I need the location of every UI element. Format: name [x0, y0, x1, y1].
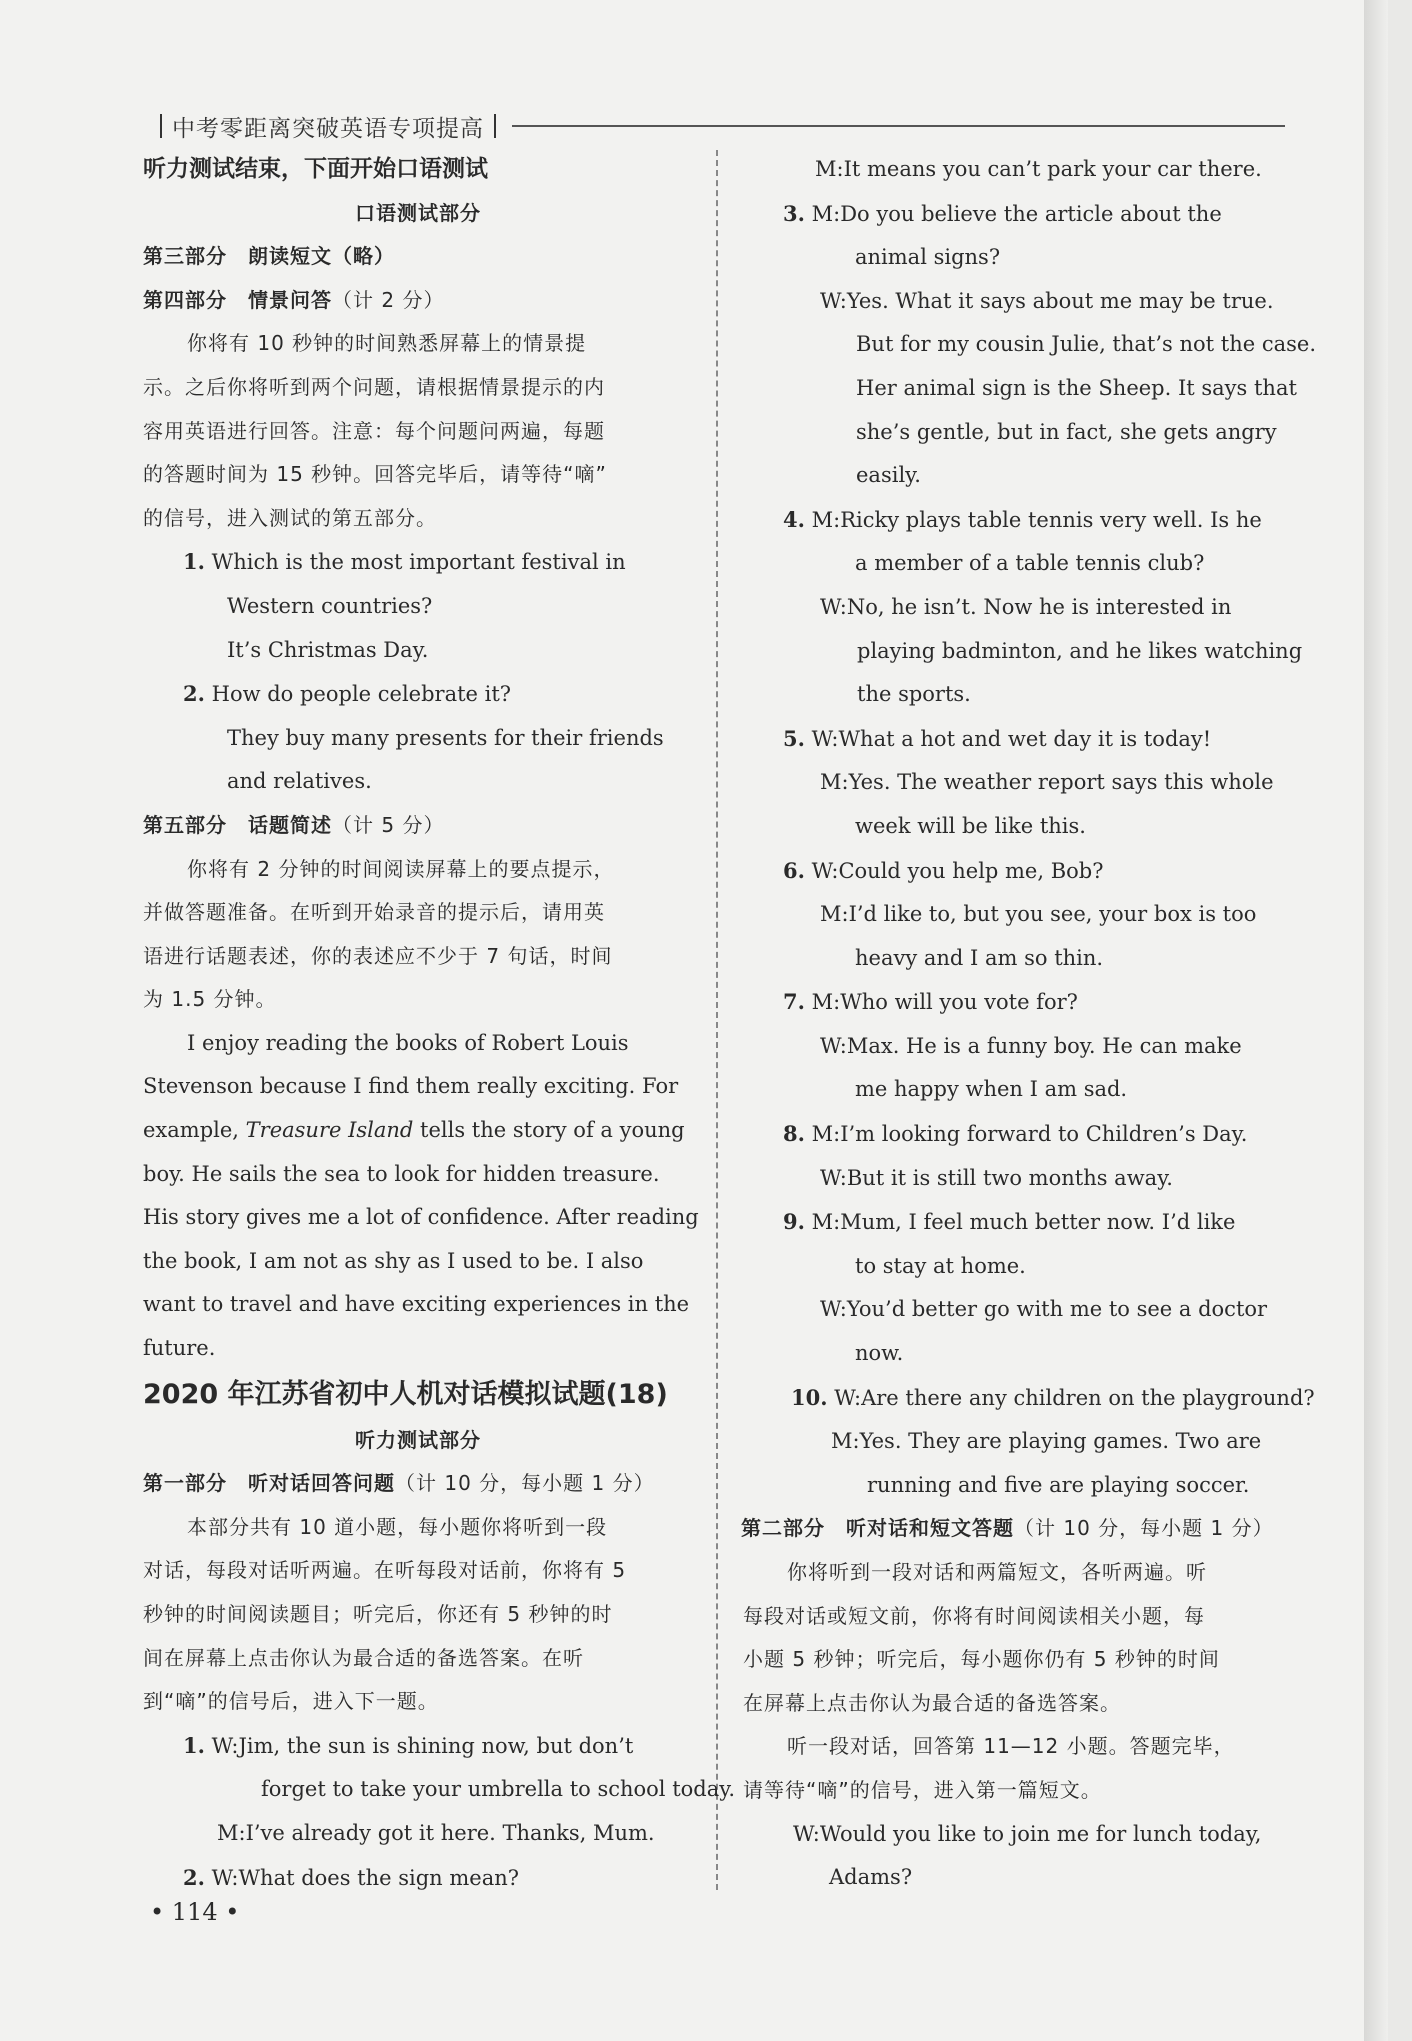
page-number: • 114 • — [150, 1898, 240, 1926]
part1-para-line: 秒钟的时间阅读题目；听完后，你还有 5 秒钟的时 — [143, 1602, 613, 1626]
dialog1-text: W:Jim, the sun is shining now, but don’t — [211, 1733, 634, 1758]
dialog7-line: W:Max. He is a funny boy. He can make — [820, 1033, 1242, 1058]
part1-title: 第一部分 听对话回答问题 — [143, 1471, 395, 1496]
dialog3-line: animal signs? — [855, 245, 1001, 270]
q2-answer: They buy many presents for their friends — [227, 725, 664, 750]
running-header — [150, 108, 1285, 144]
dialog3-line: But for my cousin Julie, that’s not the case. — [856, 332, 1316, 357]
dialog4-text: M:Ricky plays table tennis very well. Is he — [811, 507, 1262, 532]
book-title: Treasure Island — [245, 1118, 414, 1143]
dialog9-line: now. — [855, 1341, 904, 1366]
part5-para-line: 为 1.5 分钟。 — [143, 987, 277, 1012]
q2-line — [143, 672, 693, 717]
part5-para-line: 语进行话题表述，你的表述应不少于 7 句话，时间 — [143, 943, 613, 968]
q2-answer: and relatives. — [227, 769, 372, 794]
part4-para-line: 容用英语进行回答。注意：每个问题问两遍，每题 — [143, 418, 605, 443]
dialog3-line — [743, 192, 1291, 237]
dialog3-number: 3. — [783, 200, 805, 226]
part4-para-line: 示。之后你将听到两个问题，请根据情景提示的内 — [143, 374, 605, 399]
dialog1-number: 1. — [183, 1732, 205, 1758]
part5-score: （计 5 分） — [332, 812, 445, 837]
dialog7-line: me happy when I am sad. — [855, 1077, 1128, 1102]
dialog5-number: 5. — [783, 725, 805, 751]
q1-answer: It’s Christmas Day. — [227, 637, 429, 662]
q2-text: How do people celebrate it? — [211, 682, 512, 707]
dialog8-number: 8. — [783, 1121, 805, 1147]
essay-line: His story gives me a lot of confidence. After reading — [143, 1205, 699, 1230]
essay-text: example, — [143, 1118, 246, 1143]
dialog4-line: the sports. — [857, 682, 971, 707]
part2-para-line: 小题 5 秒钟；听完后，每小题你仍有 5 秒钟的时间 — [743, 1647, 1220, 1672]
dialog11-line: W:Would you like to join me for lunch today, — [793, 1821, 1262, 1846]
part2-title: 第二部分 听对话和短文答题 — [741, 1516, 1014, 1541]
part1-para-line: 间在屏幕上点击你认为最合适的备选答案。在听 — [143, 1645, 584, 1670]
part4-title: 第四部分 情景问答 — [143, 287, 332, 312]
q1-number: 1. — [183, 549, 205, 575]
dialog5-line — [743, 717, 1291, 762]
dialog3-text: M:Do you believe the article about the — [811, 201, 1222, 226]
dialog10-line — [743, 1376, 1315, 1421]
dialog4-line: W:No, he isn’t. Now he is interested in — [820, 594, 1232, 619]
dialog9-number: 9. — [783, 1209, 805, 1235]
q1-line — [143, 540, 693, 585]
essay-line: boy. He sails the sea to look for hidden treasure. — [143, 1161, 660, 1186]
dialog4-number: 4. — [783, 506, 805, 532]
dialog11-line: Adams? — [829, 1865, 913, 1890]
dialog2-number: 2. — [183, 1864, 205, 1890]
dialog4-line: playing badminton, and he likes watching — [857, 638, 1303, 663]
heading-end-listening: 听力测试结束，下面开始口语测试 — [143, 156, 488, 182]
dialog5-line: M:Yes. The weather report says this whole — [820, 770, 1274, 795]
dialog5-line: week will be like this. — [855, 813, 1086, 838]
part1-para-line: 对话，每段对话听两遍。在听每段对话前，你将有 5 — [143, 1558, 627, 1583]
dialog3-line: Her animal sign is the Sheep. It says that — [856, 375, 1297, 400]
dialog9-line: W:You’d better go with me to see a doctor — [820, 1297, 1268, 1322]
dialog7-number: 7. — [783, 989, 805, 1015]
dialog4-line — [743, 498, 1291, 543]
part4-score: （计 2 分） — [332, 287, 445, 312]
part5-title: 第五部分 话题简述 — [143, 812, 332, 837]
dialog6-line — [743, 849, 1291, 894]
dialog1-line: forget to take your umbrella to school today. — [261, 1777, 735, 1802]
dialog9-text: M:Mum, I feel much better now. I’d like — [811, 1210, 1236, 1235]
dialog1-line — [143, 1724, 693, 1769]
part2-para-line: 每段对话或短文前，你将有时间阅读相关小题，每 — [743, 1603, 1205, 1628]
dialog10-line: M:Yes. They are playing games. Two are — [831, 1429, 1262, 1454]
dialog7-text: M:Who will you vote for? — [811, 990, 1078, 1015]
dialog5-text: W:What a hot and wet day it is today! — [811, 726, 1212, 751]
dialog4-line: a member of a table tennis club? — [855, 551, 1205, 576]
essay-line: the book, I am not as shy as I used to be. I also — [143, 1248, 644, 1273]
part4-para-line: 你将有 10 秒钟的时间熟悉屏幕上的情景提 — [187, 331, 587, 356]
dialog7-line — [743, 980, 1291, 1025]
part4-heading — [143, 279, 693, 323]
header-bar-right — [494, 114, 496, 138]
header-rule — [512, 125, 1285, 127]
part3-title: 第三部分 朗读短文（略） — [143, 244, 395, 269]
part1-para-line: 到“嘀”的信号后，进入下一题。 — [143, 1689, 439, 1714]
dialog8-text: M:I’m looking forward to Children’s Day. — [811, 1122, 1248, 1147]
dialog10-text: W:Are there any children on the playground? — [834, 1385, 1315, 1410]
dialog8-line — [743, 1112, 1291, 1157]
part1-para-line: 本部分共有 10 道小题，每小题你将听到一段 — [187, 1514, 608, 1539]
dialog10-number: 10. — [791, 1384, 828, 1410]
header-title: 中考零距离突破英语专项提高 — [172, 115, 484, 142]
header-bar-left — [160, 114, 162, 138]
dialog3-line: easily. — [856, 463, 921, 488]
column-divider — [716, 150, 718, 1890]
dialog6-line: M:I’d like to, but you see, your box is too — [820, 902, 1257, 927]
dialog6-number: 6. — [783, 857, 805, 883]
dialog3-line: she’s gentle, but in fact, she gets angry — [856, 419, 1277, 444]
dialog8-line: W:But it is still two months away. — [820, 1165, 1173, 1190]
exam-title: 2020 年江苏省初中人机对话模拟试题(18) — [143, 1378, 668, 1410]
part2-heading — [741, 1507, 1291, 1551]
dialog10-line: running and five are playing soccer. — [867, 1472, 1250, 1497]
dialog9-line — [743, 1200, 1291, 1245]
essay-line: I enjoy reading the books of Robert Louis — [187, 1030, 629, 1055]
part5-heading — [143, 804, 693, 848]
essay-line: want to travel and have exciting experiences in the — [143, 1292, 690, 1317]
part1-heading — [143, 1462, 693, 1506]
part2-score: （计 10 分，每小题 1 分） — [1014, 1516, 1274, 1541]
dialog2-text: W:What does the sign mean? — [211, 1865, 520, 1890]
part4-para-line: 的信号，进入测试的第五部分。 — [143, 505, 437, 530]
dialog1-line: M:I’ve already got it here. Thanks, Mum. — [217, 1820, 655, 1845]
dialog6-line: heavy and I am so thin. — [855, 945, 1104, 970]
part4-para-line: 的答题时间为 15 秒钟。回答完毕后，请等待“嘀” — [143, 462, 607, 487]
q1-text: Which is the most important festival in — [211, 550, 626, 575]
dialog2-answer: M:It means you can’t park your car there. — [815, 157, 1262, 181]
q2-number: 2. — [183, 681, 205, 707]
part2-para2-line: 听一段对话，回答第 11—12 小题。答题完毕， — [787, 1734, 1235, 1759]
listening-test-title: 听力测试部分 — [355, 1427, 481, 1452]
dialog3-line: W:Yes. What it says about me may be true. — [820, 288, 1274, 313]
page-edge — [1364, 0, 1388, 2041]
dialog6-text: W:Could you help me, Bob? — [811, 858, 1104, 883]
part2-para-line: 你将听到一段对话和两篇短文，各听两遍。听 — [787, 1560, 1207, 1584]
right-column — [741, 148, 1316, 1900]
left-column — [143, 148, 735, 1900]
part5-para-line: 并做答题准备。在听到开始录音的提示后，请用英 — [143, 900, 605, 925]
dialog2-line — [143, 1856, 693, 1901]
part5-para-line: 你将有 2 分钟的时间阅读屏幕上的要点提示， — [187, 856, 615, 881]
essay-line — [143, 1109, 693, 1153]
essay-line: Stevenson because I find them really exciting. For — [143, 1074, 679, 1099]
part2-para2-line: 请等待“嘀”的信号，进入第一篇短文。 — [743, 1777, 1102, 1802]
q1-line: Western countries? — [227, 593, 433, 618]
essay-text: tells the story of a young — [413, 1118, 685, 1143]
oral-test-title: 口语测试部分 — [355, 200, 481, 225]
dialog9-line: to stay at home. — [855, 1253, 1026, 1278]
part1-score: （计 10 分，每小题 1 分） — [395, 1471, 655, 1496]
part2-para-line: 在屏幕上点击你认为最合适的备选答案。 — [743, 1690, 1121, 1715]
essay-line: future. — [143, 1336, 216, 1361]
